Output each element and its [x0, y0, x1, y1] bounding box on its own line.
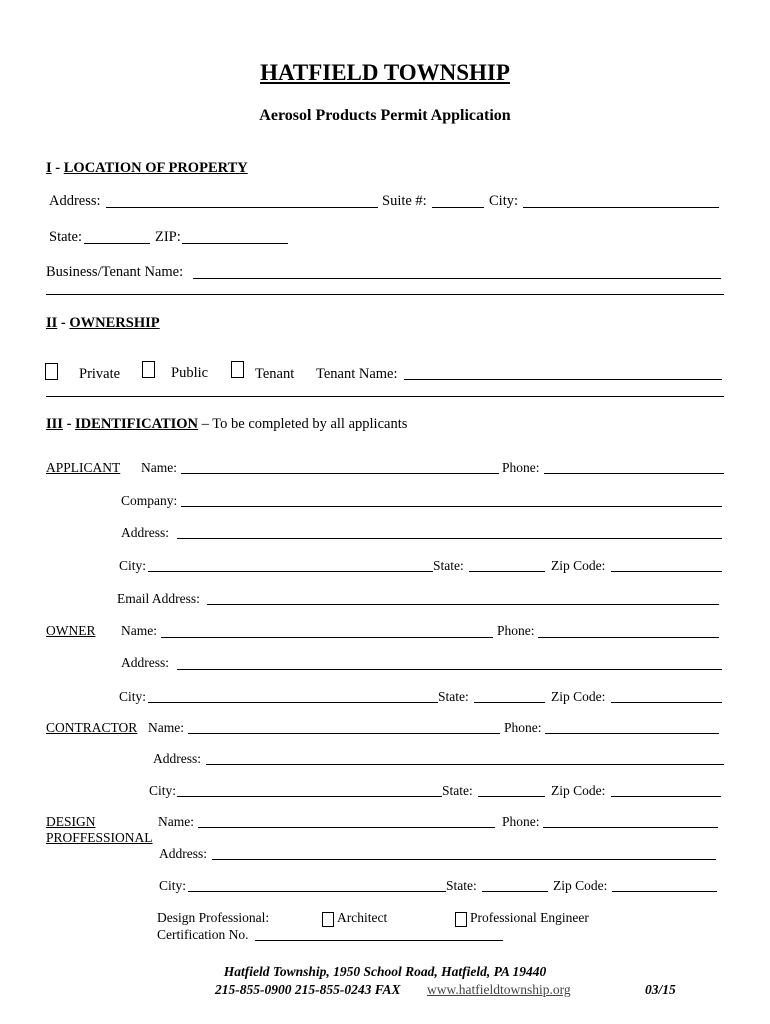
design-heading-line1: DESIGN [46, 814, 96, 829]
design-address-label: Address: [159, 846, 207, 861]
design-professional-label: Design Professional: [157, 910, 270, 925]
applicant-phone-label: Phone: [502, 460, 540, 475]
contractor-address-field[interactable] [206, 764, 724, 765]
tenant-name-label: Tenant Name: [316, 366, 398, 382]
contractor-zip-field[interactable] [611, 796, 721, 797]
applicant-phone-field[interactable] [544, 473, 724, 474]
design-phone-field[interactable] [543, 827, 718, 828]
owner-name-field[interactable] [161, 637, 493, 638]
suite-field[interactable] [432, 207, 484, 208]
footer-website-link[interactable]: www.hatfieldtownship.org [427, 982, 571, 997]
public-label: Public [171, 365, 209, 381]
applicant-company-label: Company: [121, 493, 178, 508]
architect-label: Architect [337, 910, 388, 925]
owner-address-field[interactable] [177, 669, 722, 670]
owner-city-label: City: [119, 689, 147, 704]
design-name-label: Name: [158, 814, 194, 829]
engineer-checkbox[interactable] [455, 912, 467, 927]
section-number: I [46, 160, 52, 176]
state-label: State: [49, 229, 83, 245]
contractor-city-label: City: [149, 783, 177, 798]
contractor-address-label: Address: [153, 751, 201, 766]
section-location-heading: I - LOCATION OF PROPERTY [46, 160, 248, 176]
design-state-label: State: [446, 878, 477, 893]
footer-revision: 03/15 [645, 982, 676, 997]
section-number: II [46, 315, 58, 331]
page-subtitle: Aerosol Products Permit Application [259, 107, 511, 124]
certification-label: Certification No. [157, 927, 249, 942]
owner-address-label: Address: [121, 655, 169, 670]
owner-zip-field[interactable] [611, 702, 722, 703]
business-tenant-field-2[interactable] [46, 294, 724, 295]
private-label: Private [79, 366, 121, 382]
design-state-field[interactable] [482, 891, 548, 892]
city-field[interactable] [523, 207, 719, 208]
tenant-label: Tenant [255, 366, 295, 382]
contractor-state-field[interactable] [478, 796, 545, 797]
contractor-phone-label: Phone: [504, 720, 542, 735]
private-checkbox[interactable] [45, 363, 58, 380]
design-phone-label: Phone: [502, 814, 540, 829]
public-checkbox[interactable] [142, 361, 155, 378]
section-number: III [46, 416, 63, 432]
business-tenant-field[interactable] [193, 278, 721, 279]
applicant-state-label: State: [433, 558, 464, 573]
design-city-field[interactable] [188, 891, 446, 892]
applicant-city-field[interactable] [148, 571, 433, 572]
applicant-zip-field[interactable] [611, 571, 722, 572]
applicant-zip-label: Zip Code: [551, 558, 606, 573]
design-address-field[interactable] [212, 859, 716, 860]
applicant-heading: APPLICANT [46, 460, 121, 475]
address-label: Address: [49, 193, 101, 209]
tenant-name-field-2[interactable] [46, 396, 724, 397]
section-title: LOCATION OF PROPERTY [63, 160, 248, 176]
contractor-city-field[interactable] [177, 796, 442, 797]
city-label: City: [489, 193, 519, 209]
contractor-heading: CONTRACTOR [46, 720, 138, 735]
design-city-label: City: [159, 878, 187, 893]
applicant-city-label: City: [119, 558, 147, 573]
applicant-name-label: Name: [141, 460, 177, 475]
design-zip-label: Zip Code: [553, 878, 608, 893]
page-title: HATFIELD TOWNSHIP [260, 60, 510, 85]
tenant-checkbox[interactable] [231, 361, 244, 378]
owner-city-field[interactable] [148, 702, 438, 703]
owner-state-label: State: [438, 689, 469, 704]
owner-heading: OWNER [46, 623, 96, 638]
contractor-phone-field[interactable] [545, 733, 719, 734]
contractor-name-label: Name: [148, 720, 184, 735]
design-heading-line2: PROFFESSIONAL [46, 830, 153, 845]
section-title: IDENTIFICATION [75, 416, 199, 432]
engineer-label: Professional Engineer [470, 910, 589, 925]
business-tenant-label: Business/Tenant Name: [46, 264, 184, 280]
contractor-zip-label: Zip Code: [551, 783, 606, 798]
zip-label: ZIP: [155, 229, 181, 245]
footer-phones: 215-855-0900 215-855-0243 FAX [215, 982, 401, 997]
section-identification-heading: III - IDENTIFICATION – To be completed by all applicants [46, 416, 408, 432]
section-title: OWNERSHIP [69, 315, 160, 331]
owner-phone-label: Phone: [497, 623, 535, 638]
applicant-name-field[interactable] [181, 473, 499, 474]
section-note: – To be completed by all applicants [201, 416, 408, 432]
applicant-company-field[interactable] [181, 506, 722, 507]
state-field[interactable] [84, 243, 150, 244]
applicant-state-field[interactable] [469, 571, 545, 572]
contractor-name-field[interactable] [188, 733, 500, 734]
architect-checkbox[interactable] [322, 912, 334, 927]
applicant-email-field[interactable] [207, 604, 719, 605]
applicant-address-label: Address: [121, 525, 169, 540]
zip-field[interactable] [182, 243, 288, 244]
footer-address: Hatfield Township, 1950 School Road, Hatfield, PA 19440 [223, 964, 547, 979]
owner-phone-field[interactable] [538, 637, 719, 638]
suite-label: Suite #: [382, 193, 427, 209]
design-name-field[interactable] [198, 827, 495, 828]
tenant-name-field[interactable] [404, 379, 722, 380]
contractor-state-label: State: [442, 783, 473, 798]
owner-name-label: Name: [121, 623, 157, 638]
address-field[interactable] [106, 207, 378, 208]
design-zip-field[interactable] [612, 891, 717, 892]
owner-zip-label: Zip Code: [551, 689, 606, 704]
certification-field[interactable] [255, 940, 503, 941]
applicant-address-field[interactable] [177, 538, 722, 539]
section-ownership-heading: II - OWNERSHIP [46, 315, 160, 331]
applicant-email-label: Email Address: [117, 591, 200, 606]
owner-state-field[interactable] [474, 702, 545, 703]
